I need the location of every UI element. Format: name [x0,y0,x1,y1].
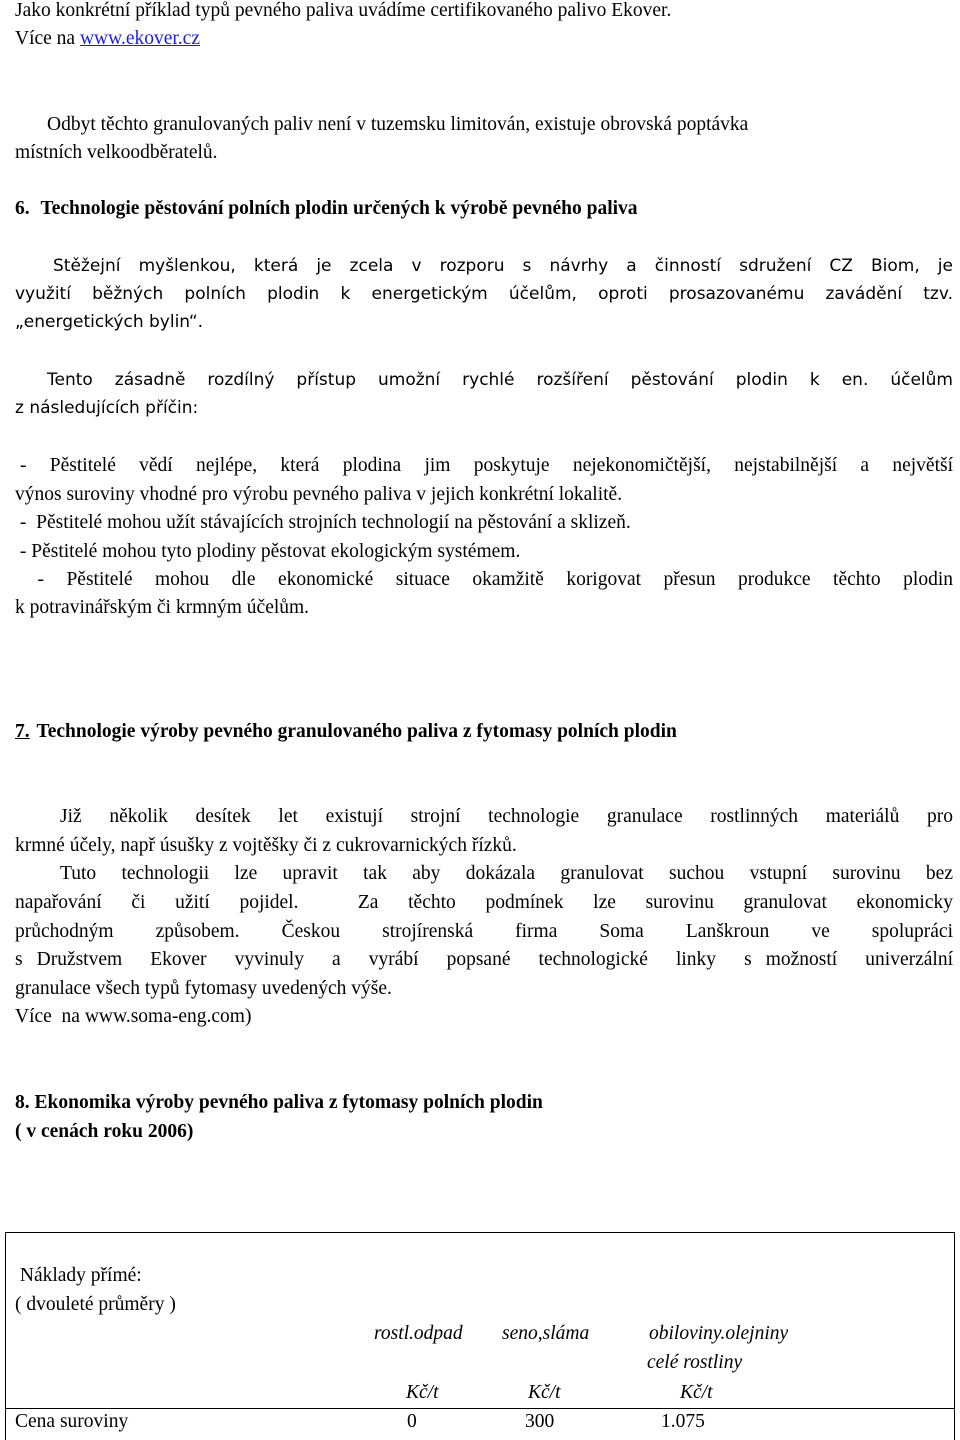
row-value-1: 0 [407,1411,417,1432]
section-6-heading [15,198,638,220]
section-6-title: Technologie pěstování polních plodin určených k výrobě pevného paliva [40,198,638,219]
section-6-para2-line-1: Tento zásadně rozdílný přístup umožní rychlé rozšíření pěstování plodin k en. účelům [47,370,953,390]
reason-line-3: - Pěstitelé mohou užít stávajících strojních technologií na pěstování a sklizeň. [15,512,631,533]
section-7-line-4: napařování či užití pojidel. Za těchto podmínek lze surovinu granulovat ekonomicky [15,892,953,913]
table-top-border [5,1232,955,1233]
reason-line-2: výnos suroviny vhodné pro výrobu pevného paliva v jejich konkrétní lokalitě. [15,484,623,505]
section-6-para1-line-1: Stěžejní myšlenkou, která je zcela v rozporu s návrhy a činností sdružení CZ Biom, je [53,256,953,276]
row-value-3: 1.075 [661,1411,705,1432]
row-label-cena-suroviny: Cena suroviny [15,1411,129,1432]
unit-2: Kč/t [528,1382,561,1403]
section-6-para1-line-3: „energetických bylin“. [15,312,204,332]
section-7-line-5: průchodným způsobem. Českou strojírenská firma Soma Lanškroun ve spolupráci [15,921,953,942]
section-8-subtitle: ( v cenách roku 2006) [15,1121,194,1142]
odbyt-line-1: Odbyt těchto granulovaných paliv není v tuzemsku limitován, existuje obrovská poptávka [47,114,749,135]
section-7-line-1: Již několik desítek let existují strojní technologie granulace rostlinných materiálů pro [60,806,953,827]
section-6-para1-line-2: využití běžných polních plodin k energetickým účelům, oproti prosazovanému zavádění tzv. [15,284,953,304]
col-header-rostl-odpad: rostl.odpad [374,1323,463,1344]
reason-line-4: - Pěstitelé mohou tyto plodiny pěstovat ekologickým systémem. [15,541,521,562]
intro-more-prefix: Více na [15,28,80,49]
section-7-number: 7. [15,721,30,742]
intro-line-1: Jako konkrétní příklad typů pevného paliva uvádíme certifikovaného palivo Ekover. [15,0,672,21]
section-8-title: Ekonomika výroby pevného paliva z fytomasy polních plodin [34,1092,543,1113]
reason-line-5: - Pěstitelé mohou dle ekonomické situace okamžitě korigovat přesun produkce těchto plodin [15,569,953,590]
table-label-averages: ( dvouleté průměry ) [15,1294,176,1315]
table-row-divider [5,1408,955,1409]
table-label-direct-costs: Náklady přímé: [15,1265,142,1286]
section-7-line-7: granulace všech typů fytomasy uvedených výše. [15,978,392,999]
unit-3: Kč/t [680,1382,713,1403]
section-7-line-6: s Družstvem Ekover vyvinuly a vyrábí popsané technologické linky s možností univerzální [15,949,953,970]
ekover-link[interactable]: www.ekover.cz [79,28,200,49]
col-header-cele-rostliny: celé rostliny [647,1352,743,1373]
reason-line-6: k potravinářským či krmným účelům. [15,597,310,618]
reason-line-1: - Pěstitelé vědí nejlépe, která plodina jim poskytuje nejekonomičtější, nejstabilnější a největší [20,455,953,476]
section-6-para2-line-2: z následujících příčin: [15,398,199,418]
intro-line-2 [15,28,200,50]
section-7-line-3: Tuto technologii lze upravit tak aby dokázala granulovat suchou vstupní surovinu bez [60,863,953,884]
section-6-number: 6. [15,198,30,219]
section-7-line-2: krmné účely, např úsušky z vojtěšky či z cukrovarnických řízků. [15,835,517,856]
row-value-2: 300 [525,1411,555,1432]
col-header-seno-slama: seno,sláma [502,1323,590,1344]
section-7-heading [15,721,677,743]
section-8-number: 8. [15,1092,30,1113]
odbyt-line-2: místních velkoodběratelů. [15,142,218,163]
section-7-line-8: Více na www.soma-eng.com) [15,1006,252,1027]
col-header-obiloviny: obiloviny.olejniny [649,1323,789,1344]
section-7-title: Technologie výroby pevného granulovaného paliva z fytomasy polních plodin [36,721,677,742]
section-8-heading [15,1092,543,1114]
unit-1: Kč/t [406,1382,439,1403]
